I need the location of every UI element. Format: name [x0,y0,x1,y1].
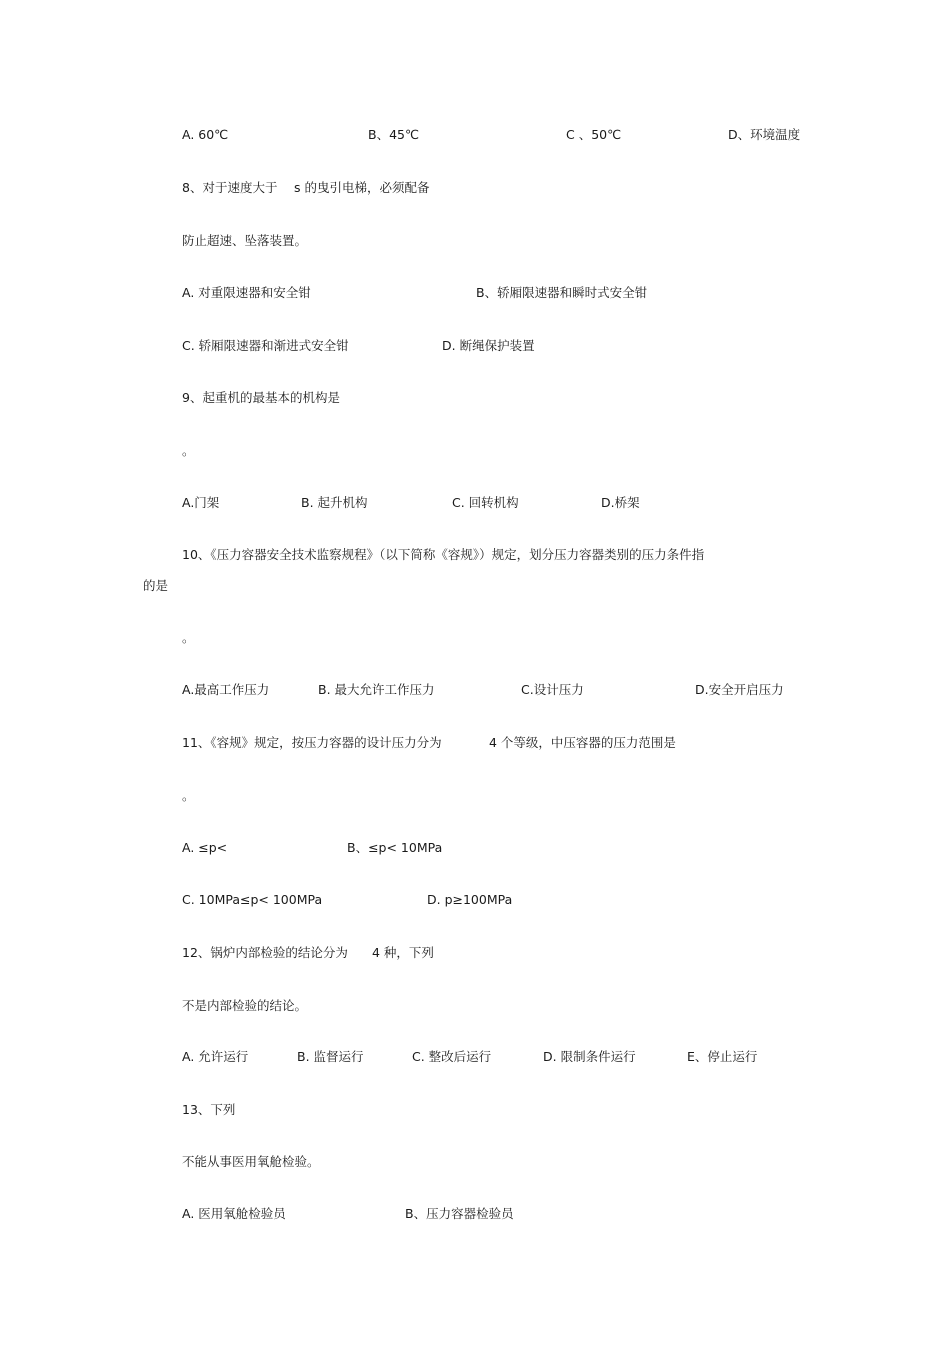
q8-option-d: D. 断绳保护装置 [442,338,535,353]
q10-option-a: A.最高工作压力 [182,682,270,697]
q12-option-c: C. 整改后运行 [412,1049,492,1064]
q10-blank: 。 [182,630,195,645]
q11-stem-part1: 11、《容规》规定，按压力容器的设计压力分为 [182,735,442,750]
q8-option-b: B、轿厢限速器和瞬时式安全钳 [476,285,648,300]
q9-option-a: A.门架 [182,495,220,510]
q9-blank: 。 [182,443,195,458]
q8-stem-line2: 防止超速、坠落装置。 [182,233,308,248]
q9-option-b: B. 起升机构 [301,495,368,510]
q11-stem-part2: 4 个等级，中压容器的压力范围是 [489,735,676,750]
q12-stem-part2: 4 种，下列 [372,945,434,960]
q9-option-c: C. 回转机构 [452,495,519,510]
q12-option-e: E、停止运行 [687,1049,758,1064]
q12-stem-line2: 不是内部检验的结论。 [182,998,308,1013]
q9-option-d: D.桥架 [601,495,640,510]
q11-option-b: B、≤p< 10MPa [347,840,443,855]
q10-stem-line2: 的是 [143,578,169,593]
q11-option-c: C. 10MPa≤p< 100MPa [182,892,323,907]
q12-stem-part1: 12、锅炉内部检验的结论分为 [182,945,348,960]
q11-blank: 。 [182,788,195,803]
q8-option-a: A. 对重限速器和安全钳 [182,285,311,300]
q7-option-c: C 、50℃ [566,127,622,142]
q10-option-c: C.设计压力 [521,682,584,697]
q13-option-b: B、压力容器检验员 [405,1206,514,1221]
q7-option-a: A. 60℃ [182,127,229,142]
q10-option-d: D.安全开启压力 [695,682,784,697]
q13-option-a: A. 医用氧舱检验员 [182,1206,286,1221]
q11-option-a: A. ≤p< [182,840,228,855]
q9-stem: 9、起重机的最基本的机构是 [182,390,340,405]
q12-option-b: B. 监督运行 [297,1049,364,1064]
q10-option-b: B. 最大允许工作压力 [318,682,435,697]
q12-option-d: D. 限制条件运行 [543,1049,636,1064]
q8-option-c: C. 轿厢限速器和渐进式安全钳 [182,338,349,353]
q11-option-d: D. p≥100MPa [427,892,513,907]
q8-stem-part1: 8、对于速度大于 [182,180,278,195]
q12-option-a: A. 允许运行 [182,1049,249,1064]
q8-stem-part2: s 的曳引电梯，必须配备 [294,180,430,195]
q7-option-b: B、45℃ [368,127,420,142]
q7-option-d: D、环境温度 [728,127,801,142]
q13-stem-line2: 不能从事医用氧舱检验。 [182,1154,320,1169]
q13-stem: 13、下列 [182,1102,236,1117]
q10-stem-line1: 10、《压力容器安全技术监察规程》（以下简称《容规》）规定，划分压力容器类别的压力条件指 [182,547,705,562]
